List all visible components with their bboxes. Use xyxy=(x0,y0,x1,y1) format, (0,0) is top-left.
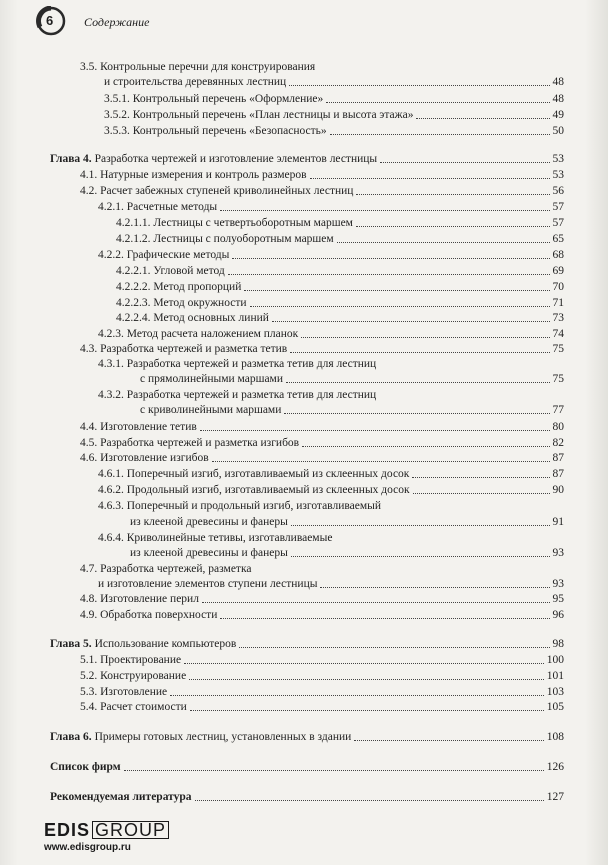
toc-entry[interactable] xyxy=(0,760,608,774)
toc-entry-title: 4.2.1.2. Лестницы с полуоборотным маршем xyxy=(116,233,334,245)
toc-entry-title: из клееной древесины и фанеры xyxy=(130,547,288,559)
toc-leader-dots xyxy=(356,226,550,227)
toc-entry-title: с криволинейными маршами xyxy=(140,404,282,416)
page-header xyxy=(36,6,576,36)
toc-leader-dots xyxy=(202,602,550,603)
toc-entry[interactable] xyxy=(0,669,608,683)
toc-entry-title: 5.1. Проектирование xyxy=(80,654,182,666)
toc-leader-dots xyxy=(337,242,550,243)
toc-leader-dots xyxy=(212,461,550,462)
toc-entry[interactable] xyxy=(0,436,608,450)
toc-entry-title: 3.5.1. Контрольный перечень «Оформление» xyxy=(104,93,324,105)
toc-leader-dots xyxy=(301,337,550,338)
toc-leader-dots xyxy=(189,679,544,680)
toc-entry[interactable] xyxy=(0,608,608,622)
toc-entry-title: Список фирм xyxy=(50,761,121,773)
toc-entry[interactable] xyxy=(0,184,608,198)
toc-entry-title: Рекомендуемая литература xyxy=(50,791,192,803)
toc-leader-dots xyxy=(416,118,550,119)
toc-entry[interactable] xyxy=(0,264,608,278)
toc-entry[interactable] xyxy=(0,467,608,481)
page-number: 6 xyxy=(46,13,54,28)
toc-entry[interactable] xyxy=(0,420,608,434)
toc-entry-page: 127 xyxy=(546,791,564,803)
toc-entry-title: 4.6. Изготовление изгибов xyxy=(80,452,209,464)
toc-entry[interactable] xyxy=(0,546,608,560)
toc-entry-title: 4.5. Разработка чертежей и разметка изгибов xyxy=(80,437,300,449)
toc-leader-dots xyxy=(232,258,550,259)
toc-leader-dots xyxy=(310,178,550,179)
toc-entry-page: 93 xyxy=(552,578,564,590)
toc-entry[interactable] xyxy=(0,216,608,230)
toc-leader-dots xyxy=(195,800,544,801)
toc-entry-title: 4.2.1.1. Лестницы с четвертьоборотным маршем xyxy=(116,217,353,229)
toc-entry-title: 3.5.3. Контрольный перечень «Безопасность» xyxy=(104,125,327,137)
toc-entry[interactable] xyxy=(0,124,608,138)
toc-entry-title: с прямолинейными маршами xyxy=(140,373,283,385)
toc-entry[interactable] xyxy=(0,483,608,497)
toc-entry-title: 4.3. Разработка чертежей и разметка тетив xyxy=(80,343,288,355)
toc-entry-title: из клееной древесины и фанеры xyxy=(130,516,288,528)
toc-entry[interactable] xyxy=(0,296,608,310)
toc-entry-page: 108 xyxy=(546,731,564,743)
toc-leader-dots xyxy=(291,556,550,557)
publisher-url[interactable]: www.edisgroup.ru xyxy=(44,842,131,853)
toc-entry-page: 96 xyxy=(552,609,564,621)
toc-entry-title: 4.6.2. Продольный изгиб, изготавливаемый из склеенных досок xyxy=(98,484,410,496)
toc-leader-dots xyxy=(190,710,544,711)
toc-entry-page: 69 xyxy=(552,265,564,277)
toc-entry[interactable] xyxy=(0,577,608,591)
toc-entry-title: 3.5. Контрольные перечни для конструирования xyxy=(80,61,316,73)
toc-leader-dots xyxy=(413,493,550,494)
toc-leader-dots xyxy=(124,770,544,771)
toc-entry-title: 4.2.2.3. Метод окружности xyxy=(116,297,247,309)
toc-entry[interactable] xyxy=(0,499,608,513)
toc-leader-dots xyxy=(320,587,550,588)
toc-leader-dots xyxy=(244,290,550,291)
toc-entry-title: и строительства деревянных лестниц xyxy=(104,76,287,88)
toc-leader-dots xyxy=(200,430,550,431)
toc-entry[interactable] xyxy=(0,200,608,214)
toc-entry-page: 53 xyxy=(552,153,564,165)
toc-entry[interactable] xyxy=(0,311,608,325)
running-title: Содержание xyxy=(84,15,150,29)
toc-entry-title: 4.6.4. Криволинейные тетивы, изготавливаемые xyxy=(98,532,333,544)
toc-entry[interactable] xyxy=(0,562,608,576)
toc-entry-title: 5.3. Изготовление xyxy=(80,686,168,698)
toc-entry-page: 77 xyxy=(552,404,564,416)
toc-entry-title: 4.2.1. Расчетные методы xyxy=(98,201,218,213)
toc-entry[interactable] xyxy=(0,357,608,371)
toc-entry-title: 4.9. Обработка поверхности xyxy=(80,609,218,621)
toc-entry[interactable] xyxy=(0,515,608,529)
toc-entry-page: 103 xyxy=(546,686,564,698)
toc-entry-title: Глава 5. Использование компьютеров xyxy=(50,638,237,650)
toc-entry[interactable] xyxy=(0,388,608,402)
toc-entry-title: 4.2.2. Графические методы xyxy=(98,249,230,261)
toc-entry-title: 4.3.2. Разработка чертежей и разметка тетив для лестниц xyxy=(98,389,377,401)
toc-entry-page: 56 xyxy=(552,185,564,197)
toc-entry-page: 82 xyxy=(552,437,564,449)
toc-entry-title: Глава 6. Примеры готовых лестниц, установленных в здании xyxy=(50,731,352,743)
toc-entry-page: 80 xyxy=(552,421,564,433)
toc-entry-title: 4.8. Изготовление перил xyxy=(80,593,199,605)
toc-leader-dots xyxy=(354,740,544,741)
toc-entry-title: 5.4. Расчет стоимости xyxy=(80,701,187,713)
toc-entry[interactable] xyxy=(0,531,608,545)
toc-entry-page: 90 xyxy=(552,484,564,496)
toc-entry-page: 98 xyxy=(552,638,564,650)
toc-leader-dots xyxy=(272,321,550,322)
toc-entry[interactable] xyxy=(0,790,608,804)
toc-entry[interactable] xyxy=(0,248,608,262)
toc-entry-title: 4.2.2.4. Метод основных линий xyxy=(116,312,269,324)
toc-entry[interactable] xyxy=(0,152,608,166)
toc-entry[interactable] xyxy=(0,653,608,667)
toc-entry[interactable] xyxy=(0,637,608,651)
toc-entry[interactable] xyxy=(0,372,608,386)
toc-leader-dots xyxy=(302,446,550,447)
logo-part-edis: EDIS xyxy=(44,820,91,840)
toc-entry[interactable] xyxy=(0,592,608,606)
toc-entry-page: 126 xyxy=(546,761,564,773)
toc-entry[interactable] xyxy=(0,92,608,106)
toc-leader-dots xyxy=(326,102,550,103)
toc-leader-dots xyxy=(239,647,550,648)
toc-entry[interactable] xyxy=(0,700,608,714)
toc-entry-page: 57 xyxy=(552,201,564,213)
toc-entry-title: 4.3.1. Разработка чертежей и разметка тетив для лестниц xyxy=(98,358,377,370)
toc-entry-page: 105 xyxy=(546,701,564,713)
toc-entry-page: 75 xyxy=(552,343,564,355)
toc-entry[interactable] xyxy=(0,60,608,74)
toc-entry-page: 53 xyxy=(552,169,564,181)
publisher-logo xyxy=(44,820,214,856)
toc-entry[interactable] xyxy=(0,75,608,89)
toc-entry-page: 75 xyxy=(552,373,564,385)
toc-entry-page: 48 xyxy=(552,76,564,88)
toc-entry-page: 70 xyxy=(552,281,564,293)
toc-entry[interactable] xyxy=(0,168,608,182)
toc-leader-dots xyxy=(289,85,550,86)
toc-entry-page: 87 xyxy=(552,468,564,480)
toc-leader-dots xyxy=(356,194,550,195)
toc-entry-title: 5.2. Конструирование xyxy=(80,670,187,682)
toc-entry[interactable] xyxy=(0,403,608,417)
toc-leader-dots xyxy=(184,663,544,664)
toc-entry-page: 50 xyxy=(552,125,564,137)
toc-leader-dots xyxy=(228,274,550,275)
toc-leader-dots xyxy=(284,413,550,414)
toc-entry-page: 71 xyxy=(552,297,564,309)
logo-part-group: GROUP xyxy=(92,821,169,839)
toc-entry[interactable] xyxy=(0,685,608,699)
toc-leader-dots xyxy=(380,162,550,163)
toc-entry[interactable] xyxy=(0,327,608,341)
toc-entry-page: 73 xyxy=(552,312,564,324)
toc-leader-dots xyxy=(220,618,550,619)
toc-entry-title: 4.6.1. Поперечный изгиб, изготавливаемый из склеенных досок xyxy=(98,468,410,480)
toc-entry[interactable] xyxy=(0,342,608,356)
toc-leader-dots xyxy=(412,477,550,478)
toc-leader-dots xyxy=(290,352,550,353)
toc-entry-page: 95 xyxy=(552,593,564,605)
toc-leader-dots xyxy=(220,210,550,211)
toc-entry[interactable] xyxy=(0,232,608,246)
toc-leader-dots xyxy=(250,306,550,307)
toc-entry-page: 57 xyxy=(552,217,564,229)
toc-entry[interactable] xyxy=(0,730,608,744)
toc-entry-title: 4.2.2.1. Угловой метод xyxy=(116,265,225,277)
toc-entry-page: 74 xyxy=(552,328,564,340)
toc-entry-page: 68 xyxy=(552,249,564,261)
toc-leader-dots xyxy=(286,382,550,383)
toc-entry-title: 4.2. Расчет забежных ступеней криволинейных лестниц xyxy=(80,185,354,197)
toc-entry-page: 93 xyxy=(552,547,564,559)
toc-entry[interactable] xyxy=(0,280,608,294)
toc-entry-title: 4.7. Разработка чертежей, разметка xyxy=(80,563,252,575)
toc-entry-page: 101 xyxy=(546,670,564,682)
toc-entry-title: 4.6.3. Поперечный и продольный изгиб, изготавливаемый xyxy=(98,500,382,512)
toc-leader-dots xyxy=(330,134,550,135)
toc-leader-dots xyxy=(291,525,550,526)
toc-entry-page: 91 xyxy=(552,516,564,528)
toc-entry[interactable] xyxy=(0,451,608,465)
toc-entry-page: 65 xyxy=(552,233,564,245)
toc-leader-dots xyxy=(170,695,544,696)
logo-wordmark xyxy=(44,820,169,840)
toc-entry-title: 4.2.3. Метод расчета наложением планок xyxy=(98,328,299,340)
toc-entry-title: Глава 4. Разработка чертежей и изготовление элементов лестницы xyxy=(50,153,378,165)
toc-entry-title: 3.5.2. Контрольный перечень «План лестницы и высота этажа» xyxy=(104,109,414,121)
toc-entry-page: 87 xyxy=(552,452,564,464)
toc-entry-page: 48 xyxy=(552,93,564,105)
toc-entry-page: 49 xyxy=(552,109,564,121)
toc-entry-title: 4.4. Изготовление тетив xyxy=(80,421,197,433)
toc-entry-title: и изготовление элементов ступени лестницы xyxy=(98,578,318,590)
toc-entry[interactable] xyxy=(0,108,608,122)
toc-entry-title: 4.2.2.2. Метод пропорций xyxy=(116,281,242,293)
toc-entry-title: 4.1. Натурные измерения и контроль размеров xyxy=(80,169,307,181)
toc-entry-page: 100 xyxy=(546,654,564,666)
